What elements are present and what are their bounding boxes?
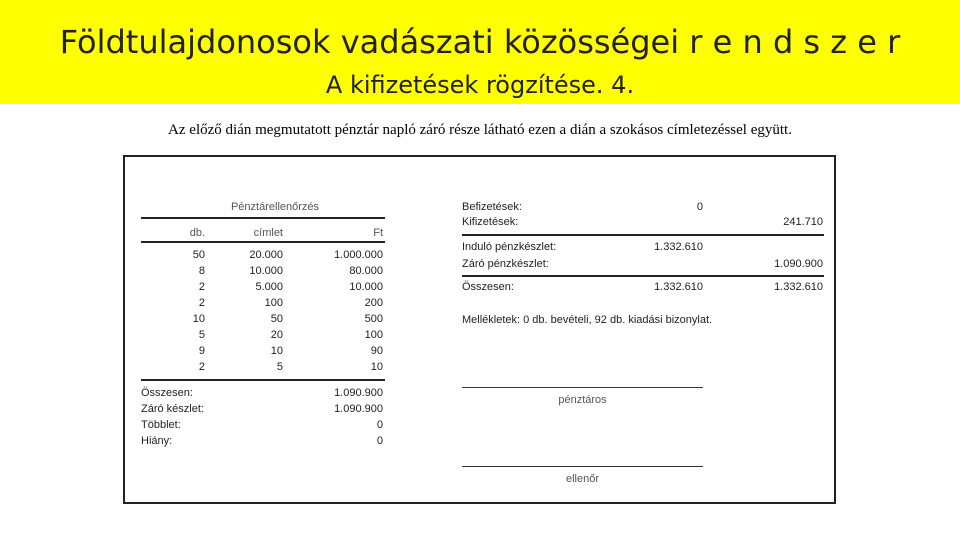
header-denomination: címlet	[253, 227, 283, 239]
slide-title: Földtulajdonosok vadászati közösségei r e n d s z e r	[59, 23, 901, 61]
row-amount: 500	[364, 313, 383, 325]
attachments-note: Mellékletek: 0 db. bevételi, 92 db. kiadási bizonylat.	[462, 314, 713, 326]
row-amount: 80.000	[349, 265, 383, 277]
row-count: 9	[198, 345, 205, 357]
row-denomination: 20.000	[249, 249, 283, 261]
row-count: 5	[198, 329, 205, 341]
panel-total-value-right: 1.332.610	[774, 281, 823, 293]
cash-check-header-rule	[141, 241, 385, 243]
row-denomination: 5.000	[255, 281, 283, 293]
row-count: 50	[192, 249, 205, 261]
payments-label: Kifizetések:	[462, 216, 519, 228]
summary-value-closing-stock: 1.090.900	[334, 403, 383, 415]
row-denomination: 10	[270, 345, 283, 357]
opening-balance-label: Induló pénzkészlet:	[462, 241, 557, 253]
cash-book-closing-document	[123, 155, 836, 504]
row-amount: 10.000	[349, 281, 383, 293]
cash-check-top-rule	[141, 217, 385, 219]
slide-subtitle: A kifizetések rögzítése. 4.	[325, 71, 635, 99]
payments-value: 241.710	[783, 216, 823, 228]
row-amount: 100	[364, 329, 383, 341]
signature-label-cashier: pénztáros	[558, 394, 607, 406]
slide-caption: Az előző dián megmutatott pénztár napló záró része látható ezen a dián a szokásos címletezéssel együtt.	[168, 122, 792, 138]
opening-balance-value: 1.332.610	[654, 241, 703, 253]
summary-rule-1	[462, 234, 824, 236]
closing-balance-value: 1.090.900	[774, 258, 823, 270]
row-denomination: 50	[270, 313, 283, 325]
receipts-label: Befizetések:	[462, 201, 522, 213]
cash-check-title: Pénztárellenőrzés	[230, 201, 320, 213]
cash-check-bottom-rule	[141, 379, 385, 381]
summary-label-shortage: Hiány:	[141, 435, 173, 447]
summary-rule-2	[462, 275, 824, 277]
summary-value-surplus: 0	[376, 419, 383, 431]
receipts-value: 0	[696, 201, 703, 213]
row-amount: 90	[370, 345, 383, 357]
summary-label-closing-stock: Záró készlet:	[141, 403, 204, 415]
row-count: 2	[198, 361, 205, 373]
row-denomination: 20	[270, 329, 283, 341]
row-denomination: 10.000	[249, 265, 283, 277]
row-count: 2	[198, 297, 205, 309]
signature-line-cashier	[462, 387, 703, 388]
signature-line-controller	[462, 466, 703, 467]
summary-value-total: 1.090.900	[334, 387, 383, 399]
row-count: 10	[192, 313, 205, 325]
header-ft: Ft	[373, 227, 383, 239]
panel-total-label: Összesen:	[462, 281, 514, 293]
signature-label-controller: ellenőr	[565, 473, 600, 485]
summary-label-surplus: Többlet:	[141, 419, 181, 431]
row-denomination: 100	[264, 297, 283, 309]
row-count: 8	[198, 265, 205, 277]
row-amount: 1.000.000	[334, 249, 383, 261]
header-db: db.	[189, 227, 205, 239]
summary-value-shortage: 0	[376, 435, 383, 447]
summary-label-total: Összesen:	[141, 387, 193, 399]
row-count: 2	[198, 281, 205, 293]
row-amount: 10	[370, 361, 383, 373]
closing-balance-label: Záró pénzkészlet:	[462, 258, 549, 270]
row-amount: 200	[364, 297, 383, 309]
row-denomination: 5	[276, 361, 283, 373]
panel-total-value-left: 1.332.610	[654, 281, 703, 293]
